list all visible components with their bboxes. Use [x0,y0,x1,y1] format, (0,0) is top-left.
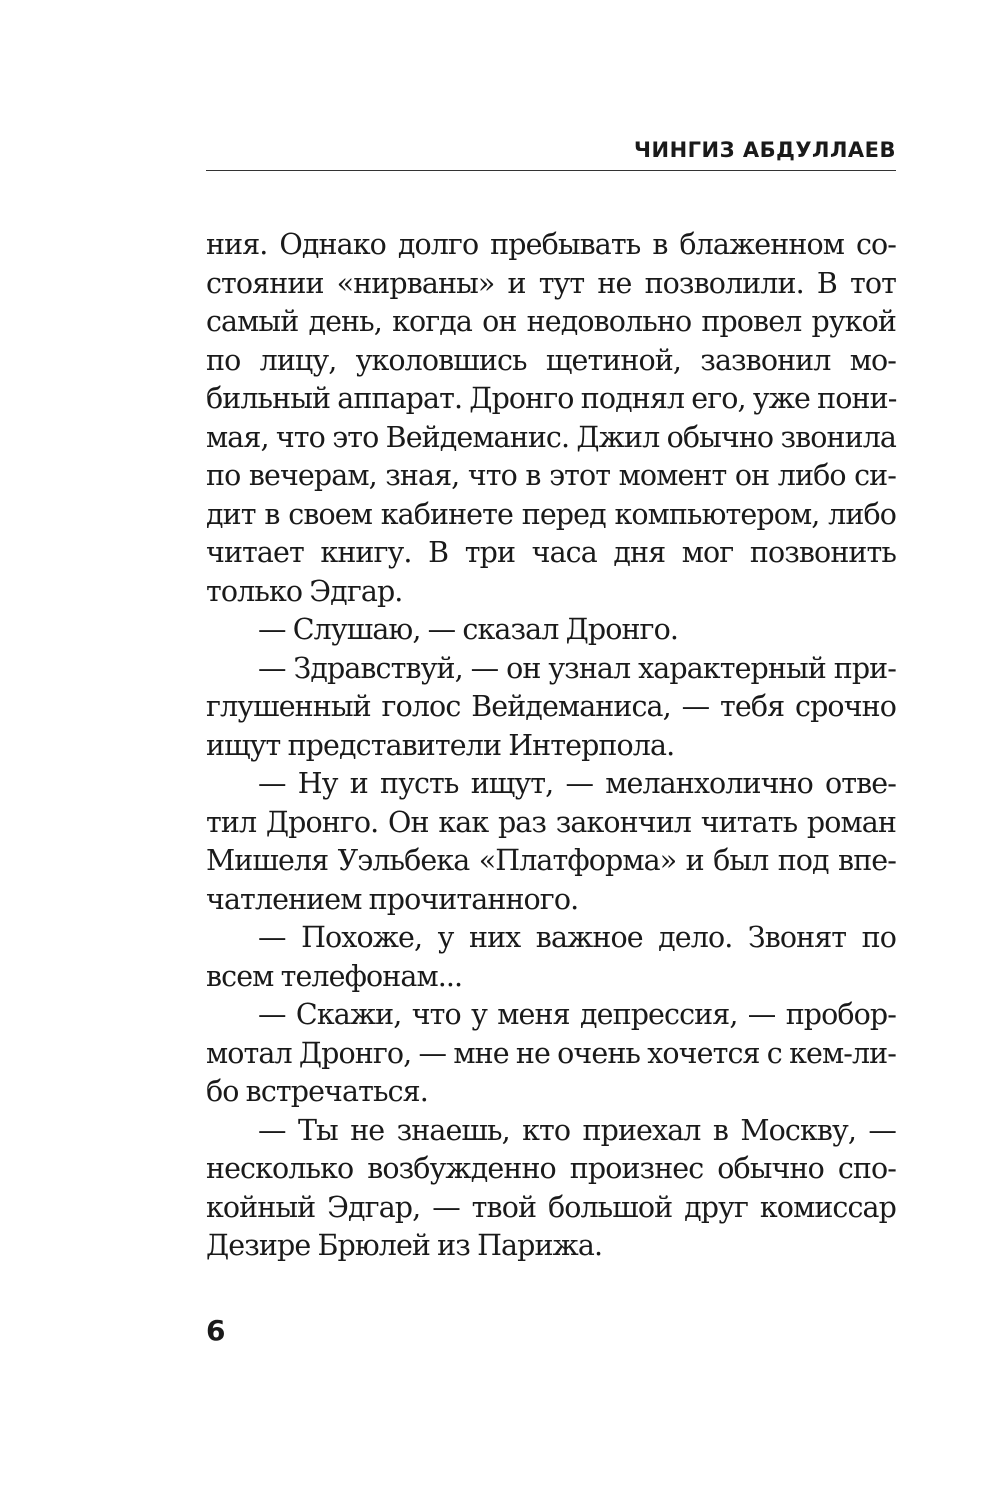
text-line: всем телефонам... [206,959,463,993]
text-line: стоянии «нирваны» и тут не позволили. В тот [206,266,896,300]
text-line: — Скажи, что у меня депрессия, — пробор- [258,998,896,1031]
text-line: — Слушаю, — сказал Дронго. [258,613,679,646]
text-line: ищут представители Интерпола. [206,728,675,762]
text-line: — Ты не знаешь, кто приехал в Москву, — [258,1113,896,1147]
page-number: 6 [206,1314,226,1347]
header-rule [206,170,896,171]
text-line: по вечерам, зная, что в этот момент он либо си- [206,459,896,492]
text-line: — Здравствуй, — он узнал характерный при- [258,651,896,685]
text-line: Мишеля Уэльбека «Платформа» и был под впе- [206,844,896,877]
text-line: бо встречаться. [206,1075,428,1108]
text-line: дит в своем кабинете перед компьютером, либо [206,497,896,531]
text-line: читает книгу. В три часа дня мог позвонить [206,536,896,569]
text-line: Дезире Брюлей из Парижа. [206,1229,603,1262]
text-line: самый день, когда он недовольно провел рукой [206,305,896,338]
text-line: — Похоже, у них важное дело. Звонят по [258,921,896,954]
text-line: — Ну и пусть ищут, — меланхолично отве- [258,767,896,800]
text-line: только Эдгар. [206,574,403,608]
text-line: тил Дронго. Он как раз закончил читать роман [206,805,896,839]
text-line: несколько возбужденно произнес обычно спо- [206,1152,896,1185]
text-line: по лицу, уколовшись щетиной, зазвонил мо- [206,343,896,377]
text-line: мотал Дронго, — мне не очень хочется с кем-ли- [206,1036,896,1070]
text-line: мая, что это Вейдеманис. Джил обычно звонила [206,420,896,454]
text-line: чатлением прочитанного. [206,882,579,916]
text-line: бильный аппарат. Дронго поднял его, уже пони- [206,382,897,415]
page-body-text [206,226,896,1266]
running-head-author: ЧИНГИЗ АБДУЛЛАЕВ [634,138,896,162]
text-line: глушенный голос Вейдеманиса, — тебя срочно [206,690,896,723]
text-line: ния. Однако долго пребывать в блаженном со- [206,228,896,261]
text-line: койный Эдгар, — твой большой друг комиссар [206,1190,896,1224]
